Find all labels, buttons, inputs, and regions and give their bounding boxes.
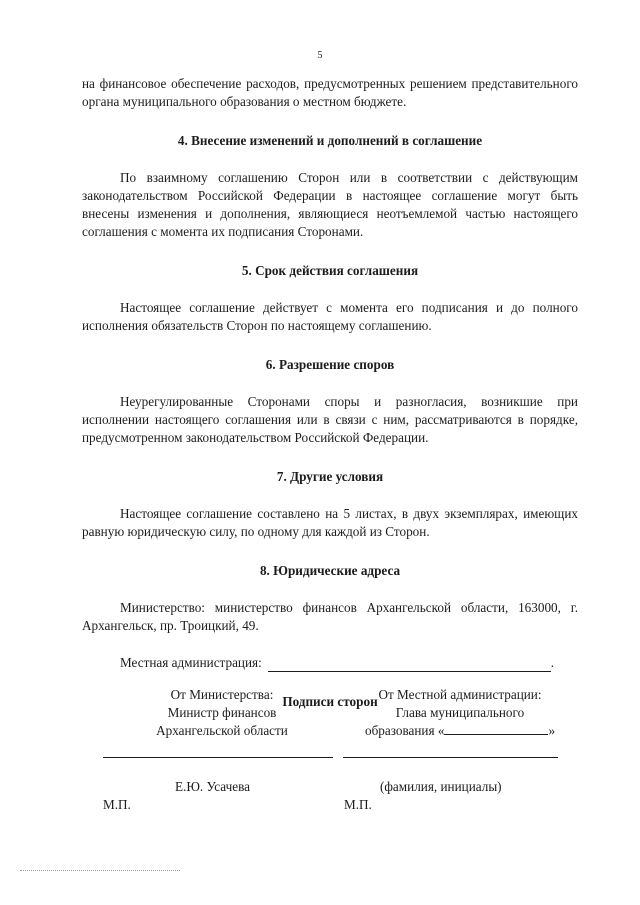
document-body bbox=[82, 75, 578, 711]
section-5-paragraph: Настоящее соглашение действует с момента его подписания и до полного исполнения обязательств Сторон по настоящему соглашению. bbox=[82, 300, 578, 333]
signatures-title: Подписи сторон bbox=[282, 694, 378, 709]
sig-left-line2: Министр финансов bbox=[167, 705, 277, 720]
signer-name-ministry: Е.Ю. Усачева bbox=[175, 779, 250, 794]
signature-line-local-admin bbox=[343, 757, 558, 758]
section-5-title: 5. Срок действия соглашения bbox=[241, 263, 419, 278]
ministry-address: Министерство: министерство финансов Архангельской области, 163000, г. Архангельск, пр. Троицкий, 49. bbox=[82, 600, 578, 633]
local-admin-blank bbox=[268, 657, 551, 672]
section-8-title: 8. Юридические адреса bbox=[259, 563, 401, 578]
section-4-title: 4. Внесение изменений и дополнений в соглашение bbox=[177, 133, 483, 148]
stamp-place-local-admin: М.П. bbox=[344, 797, 372, 812]
local-admin-label: Местная администрация: bbox=[120, 655, 262, 670]
section-7-paragraph: Настоящее соглашение составлено на 5 листах, в двух экземплярах, имеющих равную юридическую силу, по одному для каждой из Сторон. bbox=[82, 506, 578, 539]
sig-left-line1: От Министерства: bbox=[170, 687, 274, 702]
stamp-place-ministry: М.П. bbox=[103, 797, 131, 812]
sig-right-line1: От Местной администрации: bbox=[378, 687, 542, 702]
section-4-paragraph: По взаимному соглашению Сторон или в соответствии с действующим законодательством Российской Федерации в настоящее соглашение могут быть внесены изменения и дополнения, являющиеся неотъемлемой частью настоящего соглашения с момента их подписания Сторонами. bbox=[82, 170, 578, 239]
sig-right-line2: Глава муниципального bbox=[395, 705, 525, 720]
local-admin-line bbox=[82, 654, 578, 672]
page-number: 5 bbox=[317, 50, 323, 61]
sig-right-line3-prefix: образования « bbox=[364, 723, 445, 738]
sig-left-line3: Архангельской области bbox=[156, 723, 288, 738]
signer-name-local-admin: (фамилия, инициалы) bbox=[380, 779, 502, 794]
signature-ministry bbox=[122, 686, 322, 740]
section-6-title: 6. Разрешение споров bbox=[265, 357, 395, 372]
local-admin-end: . bbox=[550, 655, 555, 670]
intro-paragraph: на финансовое обеспечение расходов, предусмотренных решением представительного органа муниципального образования о местном бюджете. bbox=[82, 76, 578, 109]
sig-right-line3 bbox=[350, 722, 570, 740]
signature-line-ministry bbox=[103, 757, 333, 758]
sig-right-line3-suffix: » bbox=[548, 723, 556, 738]
section-6-paragraph: Неурегулированные Сторонами споры и разногласия, возникшие при исполнении настоящего соглашения или в связи с ним, рассматриваются в порядке, предусмотренном законодательством Российской Федерации. bbox=[82, 394, 578, 445]
municipality-name-blank bbox=[444, 722, 548, 735]
section-7-title: 7. Другие условия bbox=[276, 469, 384, 484]
scan-artifact bbox=[20, 870, 180, 871]
signature-local-admin bbox=[350, 686, 570, 740]
